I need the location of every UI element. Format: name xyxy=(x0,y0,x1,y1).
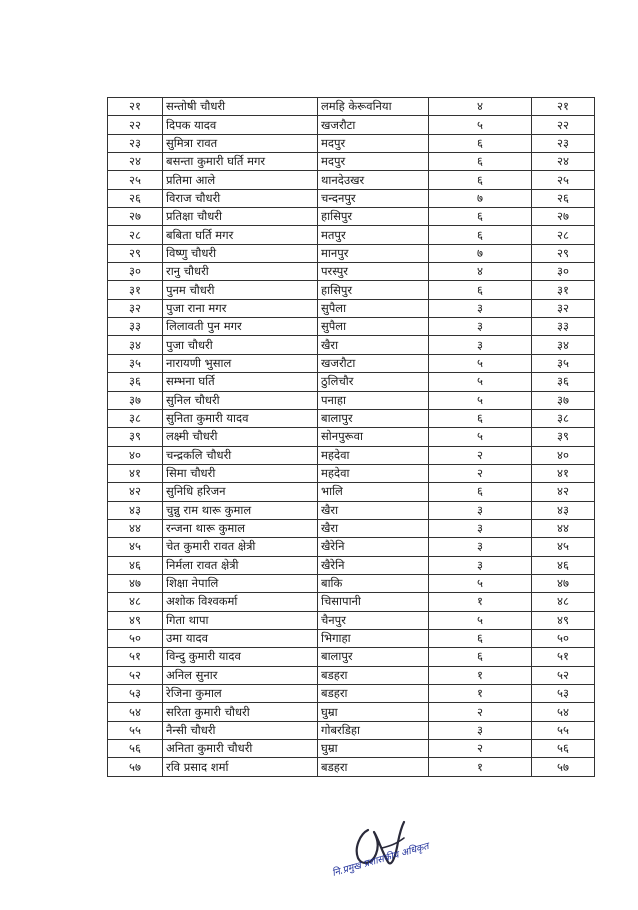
table-row xyxy=(108,685,595,703)
address-cell: घुम्रा xyxy=(318,740,429,758)
serial-number-cell: ४३ xyxy=(108,501,163,519)
ward-cell: ५ xyxy=(429,428,532,446)
name-cell: निर्मला रावत क्षेत्री xyxy=(163,556,318,574)
address-cell: हासिपुर xyxy=(318,208,429,226)
table-row xyxy=(108,740,595,758)
number-cell: २३ xyxy=(532,134,595,152)
serial-number-cell: ४१ xyxy=(108,464,163,482)
name-cell: चन्द्रकलि चौधरी xyxy=(163,446,318,464)
name-cell: प्रतिक्षा चौधरी xyxy=(163,208,318,226)
name-cell: अनिल सुनार xyxy=(163,666,318,684)
table-row xyxy=(108,464,595,482)
table-row xyxy=(108,244,595,262)
name-cell: विष्णु चौधरी xyxy=(163,244,318,262)
ward-cell: ५ xyxy=(429,373,532,391)
ward-cell: ३ xyxy=(429,538,532,556)
serial-number-cell: ५३ xyxy=(108,685,163,703)
name-cell: सन्तोषी चौधरी xyxy=(163,98,318,116)
participant-table xyxy=(107,97,595,777)
table-row xyxy=(108,556,595,574)
ward-cell: ६ xyxy=(429,226,532,244)
table-row xyxy=(108,574,595,592)
ward-cell: २ xyxy=(429,446,532,464)
name-cell: चुन्नु राम थारू कुमाल xyxy=(163,501,318,519)
table-row xyxy=(108,134,595,152)
table-row xyxy=(108,281,595,299)
number-cell: ४२ xyxy=(532,483,595,501)
name-cell: विराज चौधरी xyxy=(163,189,318,207)
serial-number-cell: ४५ xyxy=(108,538,163,556)
serial-number-cell: २३ xyxy=(108,134,163,152)
table-row xyxy=(108,208,595,226)
address-cell: बालापुर xyxy=(318,409,429,427)
name-cell: चेत कुमारी रावत क्षेत्री xyxy=(163,538,318,556)
name-cell: सम्भना घर्ति xyxy=(163,373,318,391)
table-row xyxy=(108,263,595,281)
address-cell: चिसापानी xyxy=(318,593,429,611)
number-cell: ४५ xyxy=(532,538,595,556)
ward-cell: २ xyxy=(429,703,532,721)
serial-number-cell: ४८ xyxy=(108,593,163,611)
name-cell: बसन्ता कुमारी घर्ति मगर xyxy=(163,153,318,171)
serial-number-cell: ३३ xyxy=(108,318,163,336)
table-row xyxy=(108,409,595,427)
number-cell: ४० xyxy=(532,446,595,464)
serial-number-cell: २५ xyxy=(108,171,163,189)
signature-caption: नि.प्रमुख प्रशासकीय अधिकृत xyxy=(330,840,431,879)
ward-cell: ३ xyxy=(429,299,532,317)
table-row xyxy=(108,758,595,776)
number-cell: ५३ xyxy=(532,685,595,703)
serial-number-cell: ३१ xyxy=(108,281,163,299)
address-cell: लमहि केरूवनिया xyxy=(318,98,429,116)
ward-cell: १ xyxy=(429,593,532,611)
address-cell: खैरेनि xyxy=(318,538,429,556)
address-cell: महदेवा xyxy=(318,464,429,482)
name-cell: सुनिता कुमारी यादव xyxy=(163,409,318,427)
table-row xyxy=(108,171,595,189)
name-cell: सुनिधि हरिजन xyxy=(163,483,318,501)
serial-number-cell: ४९ xyxy=(108,611,163,629)
ward-cell: ६ xyxy=(429,134,532,152)
ward-cell: १ xyxy=(429,758,532,776)
table-row xyxy=(108,538,595,556)
number-cell: ४४ xyxy=(532,519,595,537)
table-row xyxy=(108,446,595,464)
address-cell: मदपुर xyxy=(318,153,429,171)
table-row xyxy=(108,483,595,501)
serial-number-cell: ३२ xyxy=(108,299,163,317)
serial-number-cell: ३९ xyxy=(108,428,163,446)
ward-cell: २ xyxy=(429,464,532,482)
table-row xyxy=(108,226,595,244)
serial-number-cell: ४६ xyxy=(108,556,163,574)
address-cell: सुपैला xyxy=(318,318,429,336)
table-row xyxy=(108,318,595,336)
serial-number-cell: ३४ xyxy=(108,336,163,354)
ward-cell: ४ xyxy=(429,263,532,281)
number-cell: ५४ xyxy=(532,703,595,721)
ward-cell: ६ xyxy=(429,409,532,427)
serial-number-cell: २९ xyxy=(108,244,163,262)
serial-number-cell: ३५ xyxy=(108,354,163,372)
ward-cell: ६ xyxy=(429,648,532,666)
address-cell: ठुलिचौर xyxy=(318,373,429,391)
serial-number-cell: २८ xyxy=(108,226,163,244)
number-cell: ४८ xyxy=(532,593,595,611)
number-cell: ३७ xyxy=(532,391,595,409)
name-cell: पुनम चौधरी xyxy=(163,281,318,299)
table-row xyxy=(108,593,595,611)
number-cell: ५० xyxy=(532,629,595,647)
name-cell: पुजा राना मगर xyxy=(163,299,318,317)
ward-cell: ६ xyxy=(429,629,532,647)
ward-cell: ७ xyxy=(429,189,532,207)
serial-number-cell: ५६ xyxy=(108,740,163,758)
table-row xyxy=(108,116,595,134)
serial-number-cell: २७ xyxy=(108,208,163,226)
ward-cell: ५ xyxy=(429,574,532,592)
name-cell: रेजिना कुमाल xyxy=(163,685,318,703)
number-cell: ३९ xyxy=(532,428,595,446)
address-cell: बाकि xyxy=(318,574,429,592)
serial-number-cell: ४२ xyxy=(108,483,163,501)
serial-number-cell: ३७ xyxy=(108,391,163,409)
number-cell: २१ xyxy=(532,98,595,116)
number-cell: ५७ xyxy=(532,758,595,776)
address-cell: भालि xyxy=(318,483,429,501)
name-cell: लिलावती पुन मगर xyxy=(163,318,318,336)
table-row xyxy=(108,98,595,116)
address-cell: खैरेनि xyxy=(318,556,429,574)
name-cell: रानु चौधरी xyxy=(163,263,318,281)
serial-number-cell: ५१ xyxy=(108,648,163,666)
table-row xyxy=(108,629,595,647)
address-cell: बडहरा xyxy=(318,758,429,776)
name-cell: नैन्सी चौधरी xyxy=(163,721,318,739)
name-cell: नारायणी भुसाल xyxy=(163,354,318,372)
table-row xyxy=(108,648,595,666)
serial-number-cell: ५४ xyxy=(108,703,163,721)
serial-number-cell: ५० xyxy=(108,629,163,647)
ward-cell: ४ xyxy=(429,98,532,116)
number-cell: ५६ xyxy=(532,740,595,758)
address-cell: सोनपुरूवा xyxy=(318,428,429,446)
ward-cell: ६ xyxy=(429,483,532,501)
serial-number-cell: २१ xyxy=(108,98,163,116)
number-cell: २९ xyxy=(532,244,595,262)
ward-cell: २ xyxy=(429,740,532,758)
name-cell: सिमा चौधरी xyxy=(163,464,318,482)
ward-cell: ५ xyxy=(429,354,532,372)
ward-cell: ३ xyxy=(429,501,532,519)
number-cell: ४६ xyxy=(532,556,595,574)
number-cell: ३३ xyxy=(532,318,595,336)
table-row xyxy=(108,428,595,446)
address-cell: चैनपुर xyxy=(318,611,429,629)
address-cell: सुपैला xyxy=(318,299,429,317)
name-cell: अशोक विश्वकर्मा xyxy=(163,593,318,611)
serial-number-cell: ३० xyxy=(108,263,163,281)
address-cell: हासिपुर xyxy=(318,281,429,299)
serial-number-cell: २६ xyxy=(108,189,163,207)
table-row xyxy=(108,354,595,372)
ward-cell: ३ xyxy=(429,721,532,739)
ward-cell: ७ xyxy=(429,244,532,262)
ward-cell: ५ xyxy=(429,611,532,629)
participant-table-body xyxy=(108,98,595,777)
number-cell: ३२ xyxy=(532,299,595,317)
address-cell: चन्दनपुर xyxy=(318,189,429,207)
address-cell: खजरौटा xyxy=(318,354,429,372)
number-cell: २५ xyxy=(532,171,595,189)
table-row xyxy=(108,373,595,391)
number-cell: ५१ xyxy=(532,648,595,666)
table-row xyxy=(108,299,595,317)
ward-cell: ३ xyxy=(429,556,532,574)
ward-cell: १ xyxy=(429,666,532,684)
address-cell: खैरा xyxy=(318,519,429,537)
address-cell: मतपुर xyxy=(318,226,429,244)
serial-number-cell: ३६ xyxy=(108,373,163,391)
serial-number-cell: ५५ xyxy=(108,721,163,739)
number-cell: ५२ xyxy=(532,666,595,684)
number-cell: २६ xyxy=(532,189,595,207)
serial-number-cell: ४० xyxy=(108,446,163,464)
address-cell: मदपुर xyxy=(318,134,429,152)
ward-cell: ६ xyxy=(429,281,532,299)
serial-number-cell: ४४ xyxy=(108,519,163,537)
number-cell: ३५ xyxy=(532,354,595,372)
number-cell: ४७ xyxy=(532,574,595,592)
name-cell: उमा यादव xyxy=(163,629,318,647)
number-cell: २७ xyxy=(532,208,595,226)
number-cell: ३६ xyxy=(532,373,595,391)
number-cell: २८ xyxy=(532,226,595,244)
table-row xyxy=(108,501,595,519)
ward-cell: ६ xyxy=(429,171,532,189)
address-cell: बडहरा xyxy=(318,685,429,703)
address-cell: खजरौटा xyxy=(318,116,429,134)
number-cell: २२ xyxy=(532,116,595,134)
serial-number-cell: ४७ xyxy=(108,574,163,592)
name-cell: रवि प्रसाद शर्मा xyxy=(163,758,318,776)
number-cell: ३१ xyxy=(532,281,595,299)
number-cell: ३४ xyxy=(532,336,595,354)
ward-cell: ३ xyxy=(429,318,532,336)
address-cell: घुम्रा xyxy=(318,703,429,721)
table-row xyxy=(108,519,595,537)
name-cell: रन्जना थारू कुमाल xyxy=(163,519,318,537)
address-cell: बालापुर xyxy=(318,648,429,666)
address-cell: भिगाहा xyxy=(318,629,429,647)
serial-number-cell: ५२ xyxy=(108,666,163,684)
address-cell: मानपुर xyxy=(318,244,429,262)
table-row xyxy=(108,153,595,171)
ward-cell: ६ xyxy=(429,208,532,226)
name-cell: बबिता घर्ति मगर xyxy=(163,226,318,244)
ward-cell: ५ xyxy=(429,391,532,409)
name-cell: शिक्षा नेपालि xyxy=(163,574,318,592)
address-cell: महदेवा xyxy=(318,446,429,464)
table-row xyxy=(108,703,595,721)
number-cell: ४१ xyxy=(532,464,595,482)
ward-cell: ६ xyxy=(429,153,532,171)
name-cell: दिपक यादव xyxy=(163,116,318,134)
address-cell: थानदेउखर xyxy=(318,171,429,189)
name-cell: सुमित्रा रावत xyxy=(163,134,318,152)
ward-cell: ३ xyxy=(429,519,532,537)
name-cell: सुनिल चौधरी xyxy=(163,391,318,409)
serial-number-cell: ५७ xyxy=(108,758,163,776)
number-cell: २४ xyxy=(532,153,595,171)
serial-number-cell: २४ xyxy=(108,153,163,171)
number-cell: ४३ xyxy=(532,501,595,519)
table-row xyxy=(108,721,595,739)
name-cell: विन्दु कुमारी यादव xyxy=(163,648,318,666)
name-cell: अनिता कुमारी चौधरी xyxy=(163,740,318,758)
table-row xyxy=(108,336,595,354)
number-cell: ३० xyxy=(532,263,595,281)
serial-number-cell: ३८ xyxy=(108,409,163,427)
number-cell: ४९ xyxy=(532,611,595,629)
table-row xyxy=(108,189,595,207)
name-cell: लक्ष्मी चौधरी xyxy=(163,428,318,446)
name-cell: प्रतिमा आले xyxy=(163,171,318,189)
ward-cell: ५ xyxy=(429,116,532,134)
name-cell: पुजा चौधरी xyxy=(163,336,318,354)
address-cell: खैरा xyxy=(318,501,429,519)
table-row xyxy=(108,611,595,629)
ward-cell: १ xyxy=(429,685,532,703)
address-cell: पनाहा xyxy=(318,391,429,409)
serial-number-cell: २२ xyxy=(108,116,163,134)
name-cell: गिता थापा xyxy=(163,611,318,629)
address-cell: गोबरडिहा xyxy=(318,721,429,739)
ward-cell: ३ xyxy=(429,336,532,354)
number-cell: ३८ xyxy=(532,409,595,427)
number-cell: ५५ xyxy=(532,721,595,739)
address-cell: खैरा xyxy=(318,336,429,354)
address-cell: परस्पुर xyxy=(318,263,429,281)
name-cell: सरिता कुमारी चौधरी xyxy=(163,703,318,721)
address-cell: बडहरा xyxy=(318,666,429,684)
table-row xyxy=(108,666,595,684)
table-row xyxy=(108,391,595,409)
